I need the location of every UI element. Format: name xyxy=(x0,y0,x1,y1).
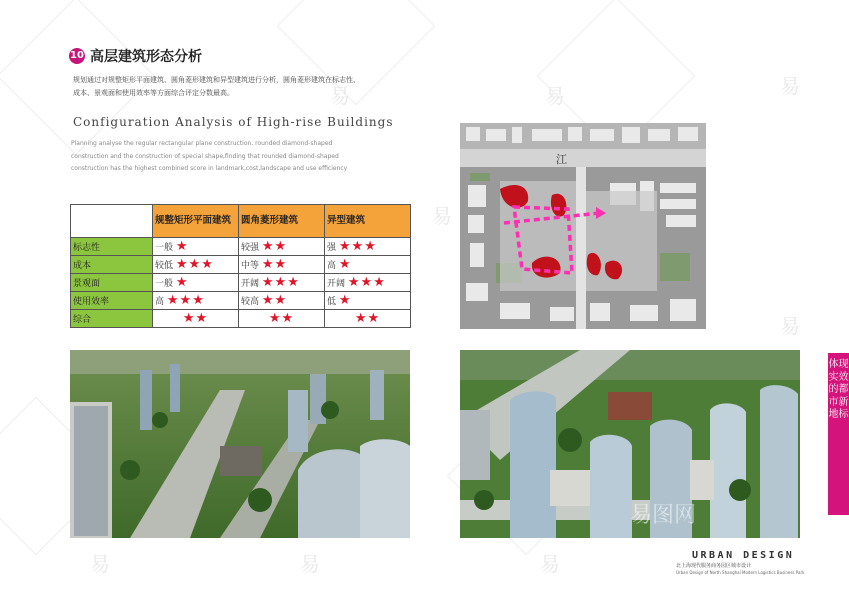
aerial-rendering-left xyxy=(70,350,410,538)
rating-text: 高 xyxy=(155,296,165,307)
rating-text: 一般 xyxy=(155,278,174,289)
rating-text: 一般 xyxy=(155,242,174,253)
section-number: 10 xyxy=(69,48,85,64)
table-cell xyxy=(239,309,325,327)
table-cell xyxy=(239,255,325,273)
table-row xyxy=(71,309,411,327)
star-rating: ★★★ xyxy=(338,238,377,254)
side-tab-label: 体现实效的都市新地标 xyxy=(828,353,849,515)
star-rating: ★ xyxy=(175,238,189,254)
site-plan-illustration xyxy=(460,123,706,329)
table-row xyxy=(71,237,411,255)
star-rating: ★ xyxy=(338,256,352,272)
table-cell xyxy=(153,291,239,309)
watermark-glyph: 易 xyxy=(780,314,800,338)
row-label: 景观面 xyxy=(71,273,153,291)
table-corner xyxy=(71,205,153,238)
table-header: 圆角菱形建筑 xyxy=(239,205,325,238)
star-rating: ★★★ xyxy=(166,292,205,308)
row-label: 综合 xyxy=(71,309,153,327)
watermark-logo: 易图网 xyxy=(630,503,697,528)
table-cell xyxy=(153,255,239,273)
table-cell xyxy=(325,273,411,291)
aerial-rendering-right xyxy=(460,350,800,538)
watermark-glyph: 易 xyxy=(432,204,452,228)
star-rating: ★★★ xyxy=(347,274,386,290)
table-cell xyxy=(325,309,411,327)
comparison-table xyxy=(70,204,411,328)
table-cell xyxy=(239,237,325,255)
watermark-glyph: 易 xyxy=(90,552,110,576)
rating-text: 开阔 xyxy=(241,278,260,289)
footer-subtitle-en: Urban Design of North Shanghai Modern Logistics Business Park xyxy=(676,570,805,575)
watermark-glyph: 易 xyxy=(545,84,565,108)
star-rating: ★★ xyxy=(268,310,295,326)
star-rating: ★★ xyxy=(261,292,288,308)
section-intro: 规划通过对规整矩形平面建筑、圆角菱形建筑和异型建筑进行分析，圆角菱形建筑在标志性、成本、景观面和使用效率等方面综合评定分数最高。 xyxy=(73,76,360,97)
star-rating: ★★★ xyxy=(261,274,300,290)
rating-text: 中等 xyxy=(241,260,260,271)
star-rating: ★★★ xyxy=(175,256,214,272)
table-cell xyxy=(325,255,411,273)
watermark-glyph: 易 xyxy=(780,74,800,98)
rating-text: 强 xyxy=(327,242,337,253)
table-cell xyxy=(239,291,325,309)
aerial-rendering-right-illustration xyxy=(460,350,800,538)
star-rating: ★★ xyxy=(261,256,288,272)
section-intro-en: Planning analyse the regular rectangular plane construction, rounded diamond-shaped construction and the construction of special shape,finding that rounded diamond-shaped construction has the highest combined score in landmark,cost,landscape and use efficiency xyxy=(71,140,348,172)
rating-text: 较高 xyxy=(241,296,260,307)
site-plan-map xyxy=(460,123,706,329)
table-cell xyxy=(153,273,239,291)
row-label: 成本 xyxy=(71,255,153,273)
aerial-rendering-left-illustration xyxy=(70,350,410,538)
map-river-label: 江 xyxy=(556,153,567,166)
row-label: 使用效率 xyxy=(71,291,153,309)
rating-text: 低 xyxy=(327,296,337,307)
section-title: 高层建筑形态分析 xyxy=(90,49,202,65)
star-rating: ★ xyxy=(175,274,189,290)
table-cell xyxy=(325,237,411,255)
table-header-row xyxy=(71,205,411,238)
rating-text: 高 xyxy=(327,260,337,271)
footer-title: URBAN DESIGN xyxy=(692,550,795,561)
table-cell xyxy=(325,291,411,309)
star-rating: ★ xyxy=(338,292,352,308)
table-row xyxy=(71,291,411,309)
star-rating: ★★ xyxy=(261,238,288,254)
watermark-glyph: 易 xyxy=(330,84,350,108)
rating-text: 较强 xyxy=(241,242,260,253)
star-rating: ★★ xyxy=(182,310,209,326)
table-row xyxy=(71,273,411,291)
table-cell xyxy=(153,309,239,327)
footer-subtitle: 北上海现代服务商务园区城市设计 xyxy=(676,563,752,569)
watermark-glyph: 易 xyxy=(540,552,560,576)
table-header: 异型建筑 xyxy=(325,205,411,238)
star-rating: ★★ xyxy=(354,310,381,326)
rating-text: 较低 xyxy=(155,260,174,271)
table-header: 规整矩形平面建筑 xyxy=(153,205,239,238)
table-cell xyxy=(153,237,239,255)
watermark-glyph: 易 xyxy=(300,552,320,576)
table-cell xyxy=(239,273,325,291)
section-title-en: Configuration Analysis of High-rise Buildings xyxy=(73,115,394,129)
rating-text: 开阔 xyxy=(327,278,346,289)
table-row xyxy=(71,255,411,273)
row-label: 标志性 xyxy=(71,237,153,255)
